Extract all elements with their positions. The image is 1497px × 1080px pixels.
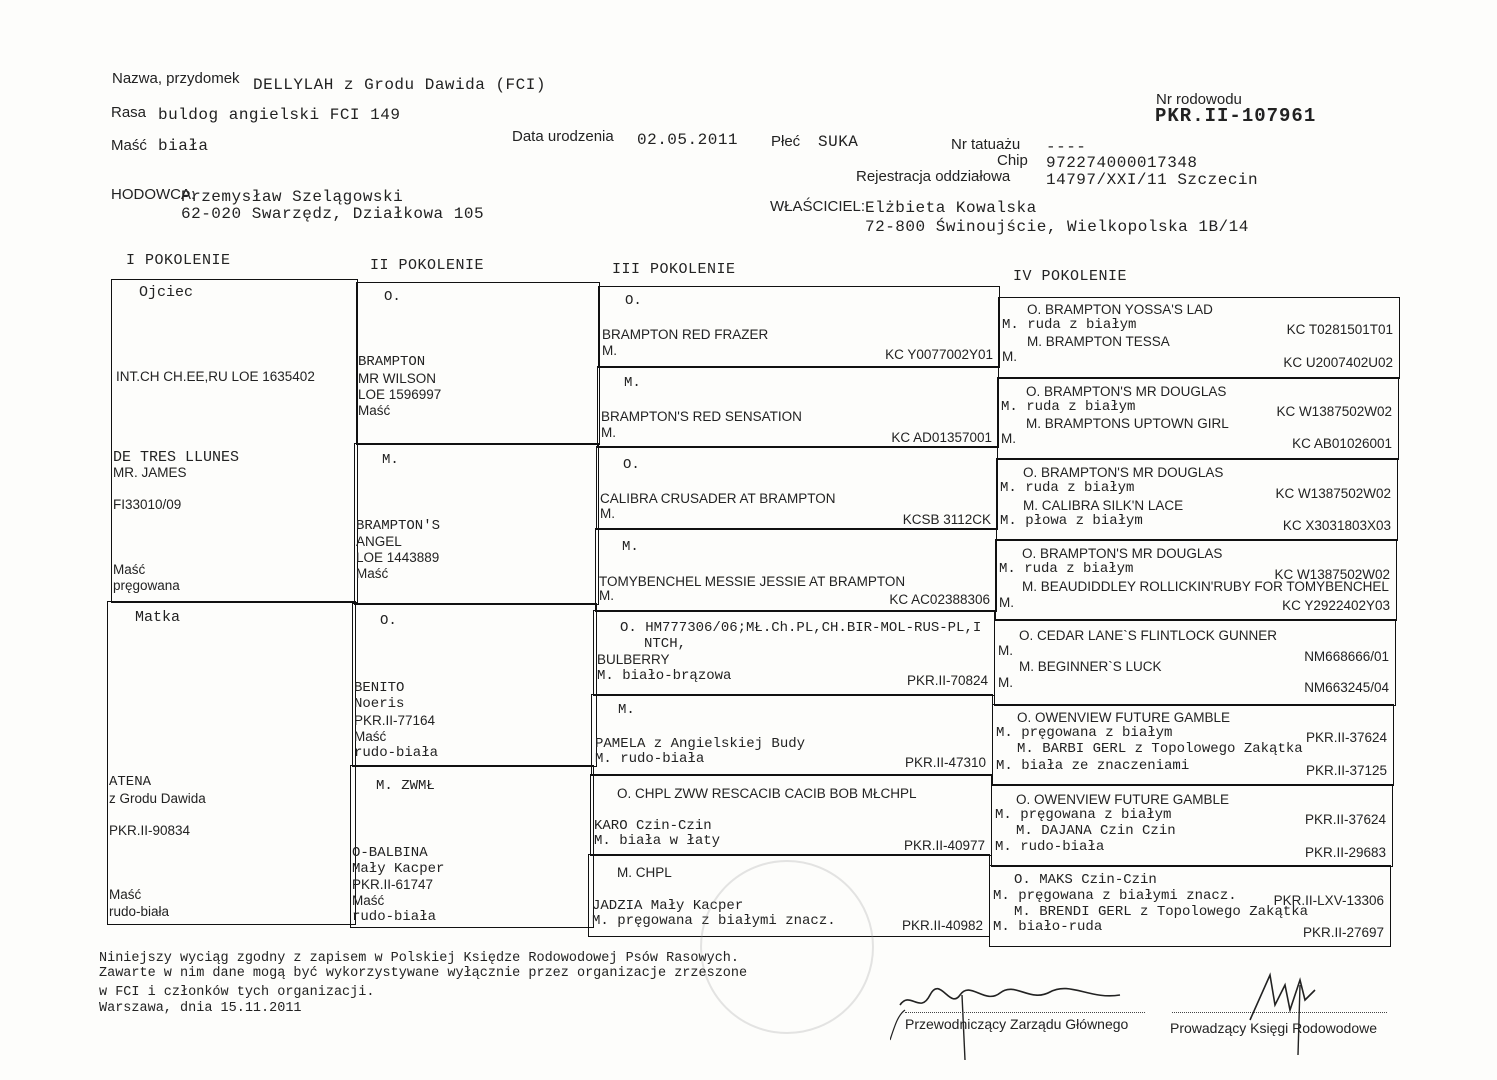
gen3-4-color: M. [599, 588, 614, 603]
gen2-4-line5: rudo-biała [352, 909, 437, 925]
gen3-cell-3 [596, 446, 998, 530]
gen4-5-dam-color: M. [998, 675, 1013, 690]
signature-1-line [905, 1012, 1145, 1013]
sire-color: pręgowana [113, 578, 180, 593]
color-label: Maść [111, 137, 147, 154]
gen3-7-name: KARO Czin-Czin [594, 818, 712, 834]
gen3-8-color: M. pręgowana z białymi znacz. [592, 913, 836, 929]
owner-label: WŁAŚCICIEL: [770, 198, 866, 215]
gen4-4-dam: M. BEAUDIDDLEY ROLLICKIN'RUBY FOR TOMYBENCHEL [1022, 579, 1389, 594]
gen4-2-dam: M. BRAMPTONS UPTOWN GIRL [1026, 416, 1229, 431]
gen-1-header: I POKOLENIE [126, 252, 231, 269]
breeder-address: 62-020 Swarzędz, Działkowa 105 [181, 205, 485, 223]
gen3-cell-1 [598, 286, 1000, 368]
gen3-2-name: BRAMPTON'S RED SENSATION [601, 409, 802, 424]
gen3-1-color: M. [602, 343, 617, 358]
gen4-7-sire-reg: PKR.II-37624 [1304, 812, 1386, 827]
gen4-2-dam-color: M. [1001, 431, 1016, 446]
dam-label: Matka [135, 609, 181, 626]
gen4-4-sire-color: M. ruda z białym [999, 561, 1134, 577]
gen3-5-prefix2: NTCH, [644, 636, 687, 652]
gen-4-header: IV POKOLENIE [1013, 268, 1128, 285]
gen3-4-reg: KC AC02388306 [889, 592, 990, 607]
signature-2 [1230, 965, 1340, 1065]
sire-gen1-cell [111, 279, 358, 603]
gen2-4-line1: O-BALBINA [352, 845, 428, 861]
name-value: DELLYLAH z Grodu Dawida (FCI) [253, 76, 546, 94]
gen2-1-line1: BRAMPTON [358, 354, 426, 370]
gen3-7-color: M. biała w łaty [594, 833, 721, 849]
gen4-7-dam-color: M. rudo-biała [995, 839, 1105, 855]
gen2-3-line1: BENITO [354, 680, 405, 696]
gen-2-header: II POKOLENIE [370, 257, 485, 274]
sex-value: SUKA [818, 133, 859, 151]
gen4-2-sire-color: M. ruda z białym [1001, 399, 1136, 415]
gen2-4-line2: Mały Kacper [352, 861, 445, 877]
gen2-2-line1: BRAMPTON'S [356, 518, 441, 534]
gen2-1-line3: LOE 1596997 [358, 387, 442, 402]
dam-color: rudo-biała [109, 904, 170, 919]
dam-name2: z Grodu Dawida [109, 791, 206, 806]
gen3-2-reg: KC AD01357001 [891, 430, 992, 445]
gen4-cell-2 [997, 377, 1399, 460]
gen3-5-color: M. biało-brązowa [597, 668, 732, 684]
gen4-8-sire-color: M. pręgowana z białymi znacz. [993, 888, 1237, 904]
gen3-cell-5 [593, 610, 995, 696]
gen3-6-reg: PKR.II-47310 [904, 755, 986, 770]
gen4-4-dam-color: M. [999, 595, 1014, 610]
gen3-6-color: M. rudo-biała [595, 751, 705, 767]
breed-label: Rasa [111, 104, 147, 121]
gen4-cell-1 [998, 297, 1400, 379]
sire-titles: INT.CH CH.EE,RU LOE 1635402 [116, 369, 315, 384]
gen4-3-dam-color: M. płowa z białym [1000, 513, 1143, 529]
pedigree-no-label: Nr rodowodu [1156, 91, 1242, 108]
registration-label: Rejestracja oddziałowa [856, 168, 1011, 185]
gen4-6-dam: M. BARBI GERL z Topolowego Zakątka [1017, 741, 1303, 757]
breed-value: buldog angielski FCI 149 [158, 106, 401, 124]
gen4-3-sire: O. BRAMPTON'S MR DOUGLAS [1023, 465, 1224, 480]
gen4-1-sire-color: M. ruda z białym [1002, 317, 1137, 333]
sire-label: Ojciec [139, 284, 194, 301]
gen3-8-name: JADZIA Mały Kacper [592, 898, 744, 914]
gen4-cell-4 [995, 539, 1397, 621]
gen2-3-line2: Noeris [354, 696, 405, 712]
gen4-8-sire-reg: PKR.II-LXV-13306 [1273, 893, 1384, 908]
gen4-2-sire: O. BRAMPTON'S MR DOUGLAS [1026, 384, 1227, 399]
gen4-cell-5 [994, 619, 1396, 706]
gen3-cell-7 [590, 774, 992, 856]
gen4-cell-7 [991, 784, 1393, 867]
gen2-1-prefix: O. [384, 289, 401, 305]
gen4-5-dam-reg: NM663245/04 [1304, 680, 1389, 695]
signature-1 [890, 965, 1150, 1065]
gen3-5-name: BULBERRY [597, 652, 670, 667]
gen4-1-dam: M. BRAMPTON TESSA [1027, 334, 1170, 349]
gen4-cell-3 [996, 458, 1398, 541]
gen3-cell-2 [597, 366, 999, 448]
gen4-3-sire-reg: KC W1387502W02 [1275, 486, 1391, 501]
gen4-1-sire: O. BRAMPTON YOSSA'S LAD [1027, 302, 1213, 317]
gen2-4-line3: PKR.II-61747 [352, 877, 434, 892]
gen4-7-sire: O. OWENVIEW FUTURE GAMBLE [1016, 792, 1230, 807]
sire-reg: FI33010/09 [113, 497, 182, 512]
footer-line-2: Zawarte w nim dane mogą być wykorzystywane wyłącznie przez organizacje zrzeszone [99, 966, 748, 981]
gen2-3-line5: rudo-biała [354, 745, 439, 761]
gen2-2-line2: ANGEL [356, 534, 402, 549]
gen2-cell-4 [350, 765, 594, 928]
gen2-4-line4: Maść [352, 893, 385, 908]
gen3-3-reg: KCSB 3112CK [902, 512, 991, 527]
gen4-3-dam: M. CALIBRA SILK'N LACE [1023, 498, 1184, 513]
gen4-6-dam-color: M. biała ze znaczeniami [996, 758, 1190, 774]
gen3-3-name: CALIBRA CRUSADER AT BRAMPTON [600, 491, 836, 506]
gen4-cell-6 [992, 704, 1394, 786]
footer-line-1: Niniejszy wyciąg zgodny z zapisem w Polskiej Księdze Rodowodowej Psów Rasowych. [99, 951, 740, 966]
name-label: Nazwa, przydomek [112, 70, 240, 87]
gen4-8-sire: O. MAKS Czin-Czin [1014, 872, 1157, 888]
footer-line-3: w FCI i członków tych organizacji. [99, 985, 375, 1000]
breeder-label: HODOWCA: [111, 186, 196, 203]
color-value: biała [158, 137, 209, 155]
gen3-5-reg: PKR.II-70824 [906, 673, 988, 688]
gen3-8-prefix: M. CHPL [617, 865, 672, 880]
gen3-4-name: TOMYBENCHEL MESSIE JESSIE AT BRAMPTON [599, 574, 906, 589]
chip-label: Chip [997, 152, 1028, 169]
birth-value: 02.05.2011 [637, 131, 739, 149]
gen2-2-prefix: M. [382, 452, 399, 468]
gen3-4-prefix: M. [622, 539, 639, 555]
gen2-4-prefix: M. ZWMŁ [376, 778, 435, 794]
owner-name: Elżbieta Kowalska [865, 199, 1037, 217]
dam-gen1-cell [107, 601, 356, 925]
gen4-5-sire-reg: NM668666/01 [1304, 649, 1389, 664]
gen3-1-reg: KC Y0077002Y01 [885, 347, 993, 362]
gen2-1-line2: MR WILSON [358, 371, 437, 386]
gen2-3-prefix: O. [380, 613, 397, 629]
gen3-2-prefix: M. [624, 375, 641, 391]
stamp-seal [700, 860, 874, 1034]
gen2-cell-3 [352, 603, 597, 767]
gen4-3-dam-reg: KC X3031803X03 [1282, 518, 1391, 533]
pedigree-no-value: PKR.II-107961 [1155, 105, 1317, 127]
gen3-7-prefix: O. CHPL ZWW RESCACIB CACIB BOB MŁCHPL [617, 786, 917, 801]
gen3-2-color: M. [601, 425, 616, 440]
gen4-6-sire: O. OWENVIEW FUTURE GAMBLE [1017, 710, 1231, 725]
birth-label: Data urodzenia [512, 128, 614, 145]
gen3-cell-6 [591, 694, 993, 776]
signature-1-label: Przewodniczący Zarządu Głównego [905, 1016, 1129, 1032]
gen2-2-line3: LOE 1443889 [356, 550, 440, 565]
gen4-6-dam-reg: PKR.II-37125 [1305, 763, 1387, 778]
gen4-2-sire-reg: KC W1387502W02 [1276, 404, 1392, 419]
gen3-6-prefix: M. [618, 702, 635, 718]
gen4-8-dam: M. BRENDI GERL z Topolowego Zakątka [1014, 904, 1309, 920]
sire-name2: MR. JAMES [113, 465, 187, 480]
dam-name1: ATENA [109, 774, 152, 790]
gen3-6-name: PAMELA z Angielskiej Budy [595, 736, 806, 752]
gen2-2-line4: Maść [356, 566, 389, 581]
gen4-4-sire: O. BRAMPTON'S MR DOUGLAS [1022, 546, 1223, 561]
gen2-cell-1 [356, 282, 600, 445]
signature-2-label: Prowadzący Księgi Rodowodowe [1170, 1020, 1377, 1036]
gen4-5-sire-color: M. [998, 643, 1013, 658]
gen3-3-prefix: O. [623, 457, 640, 473]
gen2-3-line4: Maść [354, 729, 387, 744]
breeder-name: Przemysław Szelągowski [181, 188, 404, 206]
gen4-8-dam-reg: PKR.II-27697 [1302, 925, 1384, 940]
gen4-1-sire-reg: KC T0281501T01 [1286, 322, 1393, 337]
owner-address: 72-800 Świnoujście, Wielkopolska 1B/14 [865, 218, 1249, 236]
gen3-7-reg: PKR.II-40977 [903, 838, 985, 853]
gen4-5-dam: M. BEGINNER`S LUCK [1019, 659, 1162, 674]
gen4-5-sire: O. CEDAR LANE`S FLINTLOCK GUNNER [1019, 628, 1278, 643]
gen4-2-dam-reg: KC AB01026001 [1292, 436, 1392, 451]
dam-reg: PKR.II-90834 [109, 823, 191, 838]
footer-line-4: Warszawa, dnia 15.11.2011 [99, 1001, 302, 1016]
gen2-cell-2 [354, 443, 599, 605]
gen3-1-prefix: O. [625, 293, 642, 309]
tattoo-label: Nr tatuażu [951, 136, 1021, 153]
gen3-3-color: M. [600, 506, 615, 521]
gen4-8-dam-color: M. biało-ruda [993, 919, 1103, 935]
gen4-7-sire-color: M. pręgowana z białym [995, 807, 1172, 823]
sire-name1: DE TRES LLUNES [113, 449, 240, 466]
gen2-1-line4: Maść [358, 403, 391, 418]
gen4-7-dam: M. DAJANA Czin Czin [1016, 823, 1176, 839]
gen-3-header: III POKOLENIE [612, 261, 736, 278]
dam-color-label: Maść [109, 887, 142, 902]
gen4-7-dam-reg: PKR.II-29683 [1304, 845, 1386, 860]
gen4-1-dam-reg: KC U2007402U02 [1283, 355, 1393, 370]
gen4-1-dam-color: M. [1002, 349, 1017, 364]
sex-label: Płeć [771, 133, 801, 150]
gen4-3-sire-color: M. ruda z białym [1000, 480, 1135, 496]
gen3-cell-4 [595, 528, 997, 612]
gen3-1-name: BRAMPTON RED FRAZER [602, 327, 769, 342]
registration-value: 14797/XXI/11 Szczecin [1046, 171, 1259, 189]
gen4-4-dam-reg: KC Y2922402Y03 [1282, 598, 1390, 613]
chip-value: 972274000017348 [1046, 154, 1198, 172]
gen4-4-sire-reg: KC W1387502W02 [1274, 567, 1390, 582]
gen4-cell-8 [989, 865, 1391, 947]
tattoo-value: ---- [1046, 138, 1087, 156]
gen2-3-line3: PKR.II-77164 [354, 713, 436, 728]
gen3-5-prefix: O. HM777306/06;MŁ.Ch.PL,CH.BIR-MOL-RUS-PL,I [620, 620, 982, 636]
gen3-8-reg: PKR.II-40982 [901, 918, 983, 933]
sire-color-label: Maść [113, 562, 146, 577]
gen4-6-sire-color: M. pręgowana z białym [996, 725, 1173, 741]
gen4-6-sire-reg: PKR.II-37624 [1305, 730, 1387, 745]
signature-2-line [1172, 1012, 1387, 1013]
